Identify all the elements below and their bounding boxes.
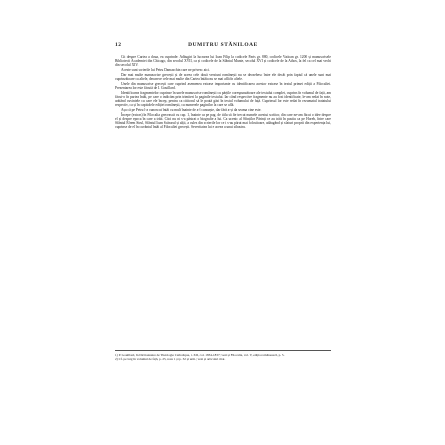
footnote-divider [115, 350, 331, 351]
footnotes [115, 353, 331, 387]
page-number: 12 [115, 42, 122, 48]
footnote: 1) P. Gouillard, în Dictionnaire de Théologie Catholique, t. XII, col. 1834-1837; vezi și Filocalia, vol. V, ediția românească, p. 5. [115, 353, 285, 357]
paragraph: Cit despre Cartea a doua, ea cuprinde: Adăugiri la lucrarea lui Ioan Filip la codicele Paris gr. 880, codicele Vatican gr. 1200 și manuscrisele Bibliotecii Academiei din Chicago, din secolul XVII, ca și codicele de la Sfântul Munte, secolul XVI și codicele de la Athos, la fel ca cel mai vechi din secolul XIV. [115, 55, 331, 68]
paragraph: Dar mai multe manuscrise grecești și de aceea cele două versiuni românești nu se deosebesc între ele decât prin faptul că unele sunt mai cuprinzătoare ca altele, deoarece cele mai multe din Cartea întâia nu se mai află în altele. [115, 72, 331, 82]
body-text [115, 55, 331, 345]
running-title: DUMITRU STĂNILOAE [188, 42, 258, 48]
footnote: 2) Cf. pe larg în volumul de față, p. 25, nota 1 și p. 32 și urm.; vezi și articolul citat. [115, 357, 226, 361]
paragraph: Așa că pe Petru l-a cunoscut întâi cu mult înainte de a-l cunoaște, dar fără a-și da seama cine este. [121, 108, 262, 113]
paragraph: Aceste sunt scrierile lui Petru Damaschin care ne privesc aici. [121, 68, 210, 73]
paragraph: Identificarea fragmentelor cuprinse în unele manuscrise românești cu părțile corespunzătoare ale textului complet, cuprins în volumul de față, am făcut-o în partea întâi, pe care o indicăm prin trimiteri la paginile textului. Iar când respective fragmente nu au fost identificate, le-am redat în note, arătând cuvintele cu care ele încep, pentru ca cititorul să le poată găsi în textul volumului de față. Cuprinsul lor este redat în rezumatul tratatului respectiv, ca și în capitolele ediției românești, cu numerele paginilor la care se află. [115, 90, 331, 108]
paragraph: Unele din manuscrise grecești care cuprind asemenea extrase importante cu identificarea acestor extrase în textul primei ediții a Filocaliei. Prezentarea lor este făcută de I. Gouillard. [115, 81, 331, 91]
page-header [115, 42, 331, 52]
paragraph: Începe (extras) în Filocalia grecească cu cap. 1, înainte ca pe pag. de titlu să fie trecut numele acestui scriitor, din care ne-am făcut o idee despre el și despre epoca în care a trăit. Căci nu ni s-a păstrat o biografie a lui. Ca ucenic al Sfinților Părinți ce au trăit în pustiu ca pe Horeb, între care Sfântul Efrem Sirul, Sfântul Ioan Scărarul și alții, a cules din scrierile lor ce i s-au părut mai folositoare, adăugând și sfaturi proprii din experiența lui, cuprinse de el în cuvântul întâi al Filocaliei grecești. Severitatea lui e aceea a unui sihastru. [115, 113, 331, 130]
